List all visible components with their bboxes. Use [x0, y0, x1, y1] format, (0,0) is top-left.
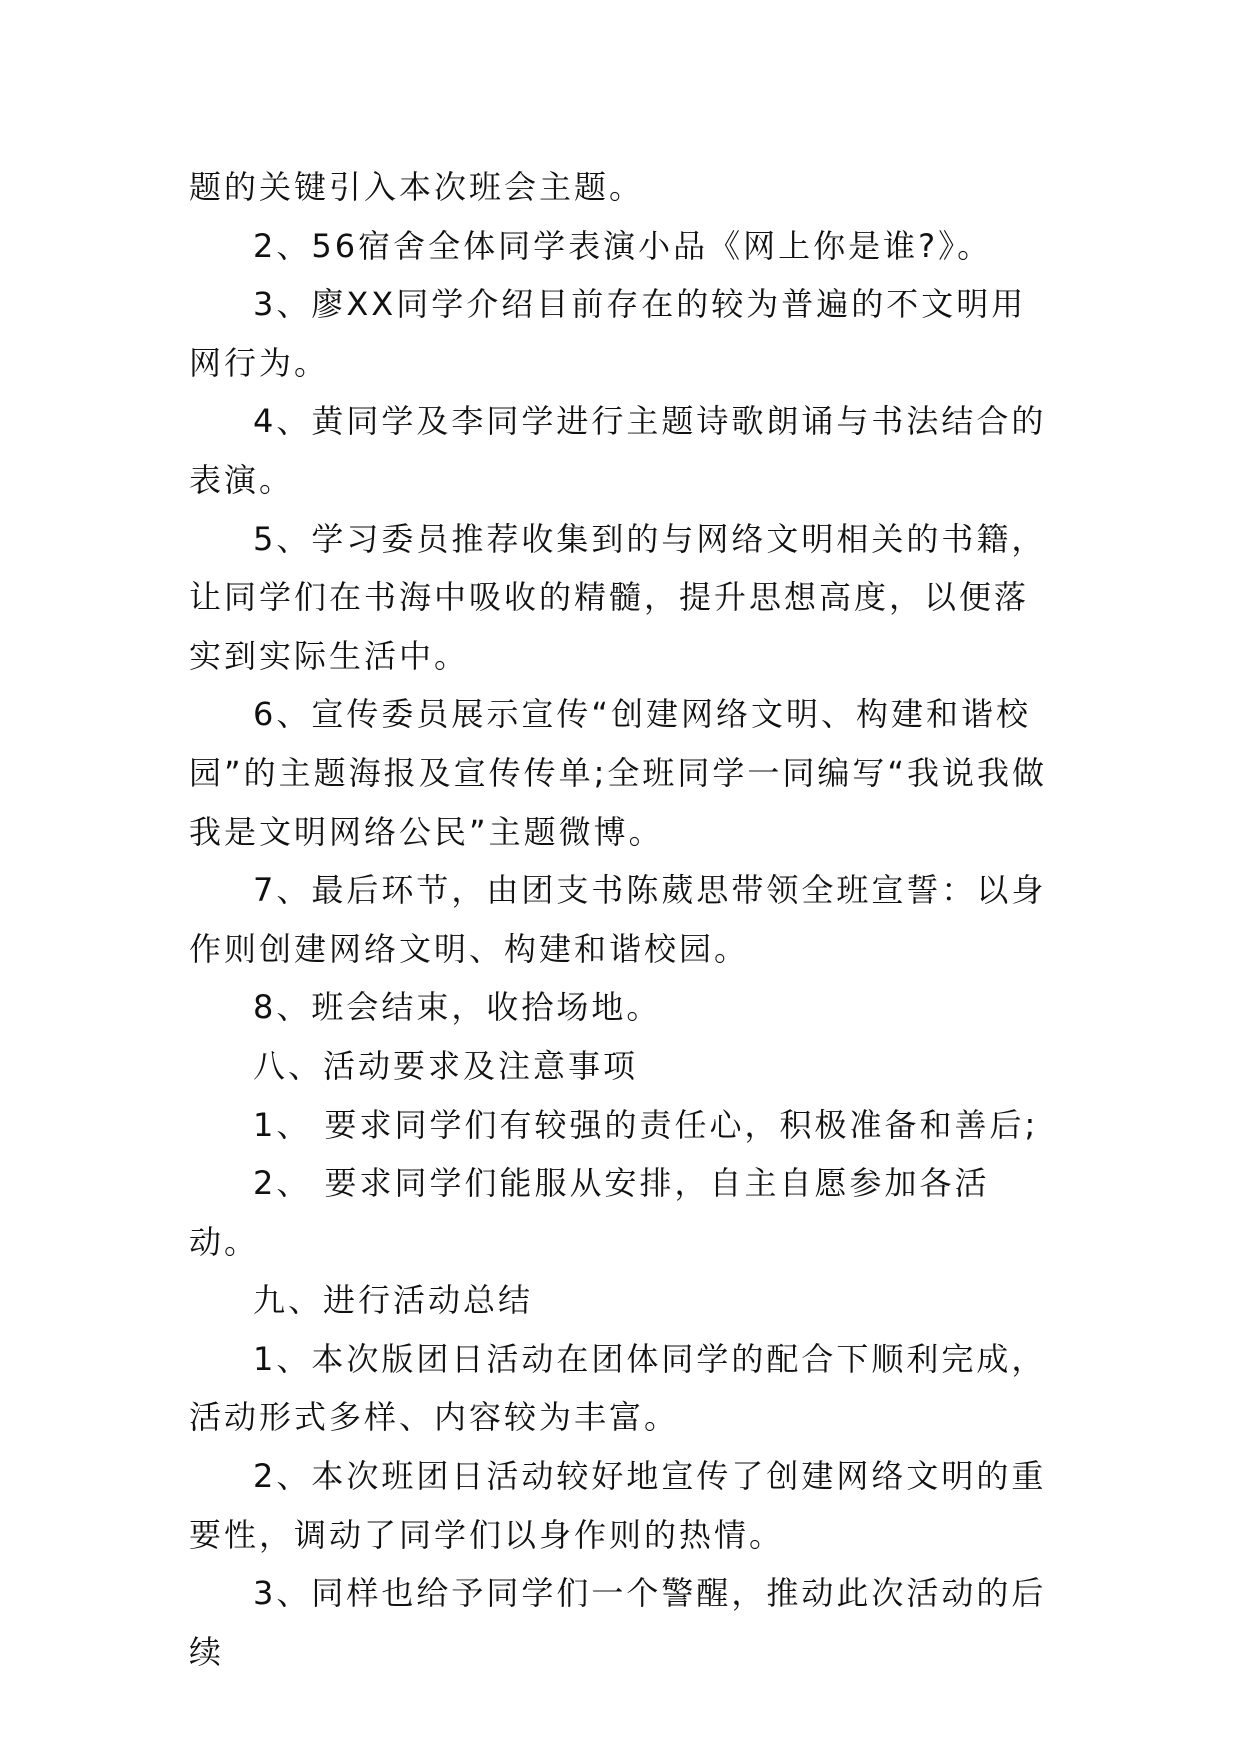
- paragraph-4: 4、黄同学及李同学进行主题诗歌朗诵与书法结合的表演。: [189, 402, 1047, 499]
- paragraph-3: 3、廖XX同学介绍目前存在的较为普遍的不文明用网行为。: [189, 285, 1027, 382]
- summary-3: 3、同样也给予同学们一个警醒，推动此次活动的后续: [189, 1574, 1047, 1671]
- summary-1: 1、本次版团日活动在团体同学的配合下顺利完成，活动形式多样、内容较为丰富。: [189, 1339, 1047, 1437]
- paragraph-7: 7、最后环节，由团支书陈葳思带领全班宣誓：以身作则创建网络文明、构建和谐校园。: [189, 871, 1047, 968]
- summary-2: 2、本次班团日活动较好地宣传了创建网络文明的重要性，调动了同学们以身作则的热情。: [189, 1457, 1047, 1554]
- section-heading-8: 八、活动要求及注意事项: [253, 1046, 639, 1085]
- requirement-1: 1、 要求同学们有较强的责任心，积极准备和善后;: [253, 1105, 1039, 1144]
- paragraph-1: 题的关键引入本次班会主题。: [189, 168, 645, 206]
- paragraph-6: 6、宣传委员展示宣传“创建网络文明、构建和谐校园”的主题海报及宣传传单;全班同学一同编写“我说我做我是文明网络公民”主题微博。: [189, 695, 1047, 851]
- paragraph-2: 2、56宿舍全体同学表演小品《网上你是谁?》。: [253, 226, 993, 265]
- document-body: [189, 158, 1053, 1681]
- section-heading-9: 九、进行活动总结: [253, 1281, 534, 1320]
- paragraph-8: 8、班会结束，收拾场地。: [253, 988, 662, 1027]
- paragraph-5: 5、学习委员推荐收集到的与网络文明相关的书籍，让同学们在书海中吸收的精髓，提升思想高度，以便落实到实际生活中。: [189, 519, 1047, 675]
- requirement-2: 2、 要求同学们能服从安排，自主自愿参加各活动。: [189, 1164, 990, 1261]
